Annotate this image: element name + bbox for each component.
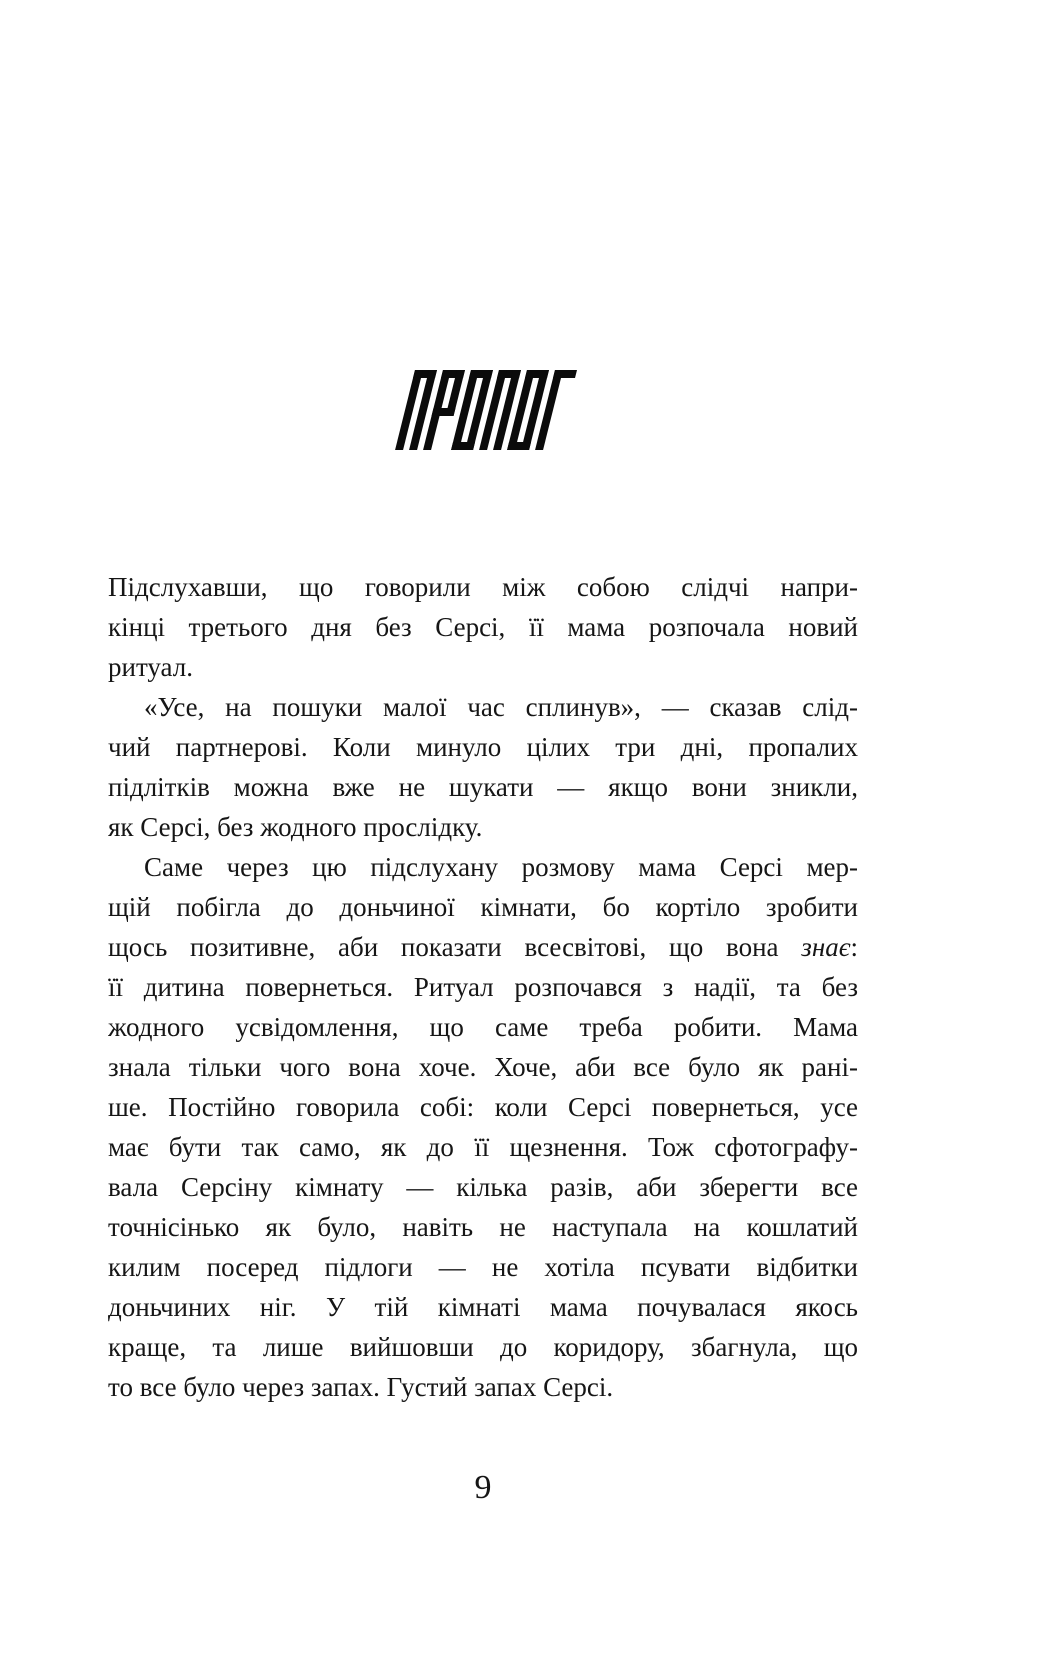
text-line: краще, та лише вийшовши до коридору, збагнула, що [108,1332,858,1362]
text-line: щій побігла до доньчиної кімнати, бо кортіло зробити [108,892,858,922]
text-line: кінці третього дня без Серсі, її мама розпочала новий [108,612,858,642]
text-line: жодного усвідомлення, що саме треба робити. Мама [108,1012,858,1042]
text-line: її дитина повернеться. Ритуал розпочався з надії, та без [108,972,858,1002]
text-line: як Серсі, без жодного прослідку. [108,812,483,842]
body-text [108,567,858,1407]
text-line: знала тільки чого вона хоче. Хоче, аби все було як рані- [108,1052,858,1082]
text-line: точнісінько як було, навіть не наступала на кошлатий [108,1212,858,1242]
text-line: «Усе, на пошуки малої час сплинув», — сказав слід- [144,692,858,722]
text-line: ше. Постійно говорила собі: коли Серсі повернеться, усе [108,1092,858,1122]
page-number: 9 [474,1469,492,1506]
text-line: то все було через запах. Густий запах Серсі. [108,1372,614,1402]
text-line: Саме через цю підслухану розмову мама Серсі мер- [144,852,858,882]
text-line: щось позитивне, аби показати всесвітові, що вона знає: [108,932,858,962]
text-line: килим посеред підлоги — не хотіла псувати відбитки [108,1252,858,1282]
text-line: Підслухавши, що говорили між собою слідчі напри- [108,572,858,602]
text-line: чий партнерові. Коли минуло цілих три дні, пропалих [108,732,858,762]
prologue-title [393,370,583,450]
text-line: доньчиних ніг. У тій кімнаті мама почувалася якось [108,1292,858,1322]
text-line: ритуал. [108,652,193,682]
text-line: вала Серсіну кімнату — кілька разів, аби зберегти все [108,1172,858,1202]
text-line: має бути так само, як до її щезнення. Тож сфотографу- [108,1132,858,1162]
chapter-heading [393,370,583,450]
text-line: підлітків можна вже не шукати — якщо вони зникли, [108,772,858,802]
